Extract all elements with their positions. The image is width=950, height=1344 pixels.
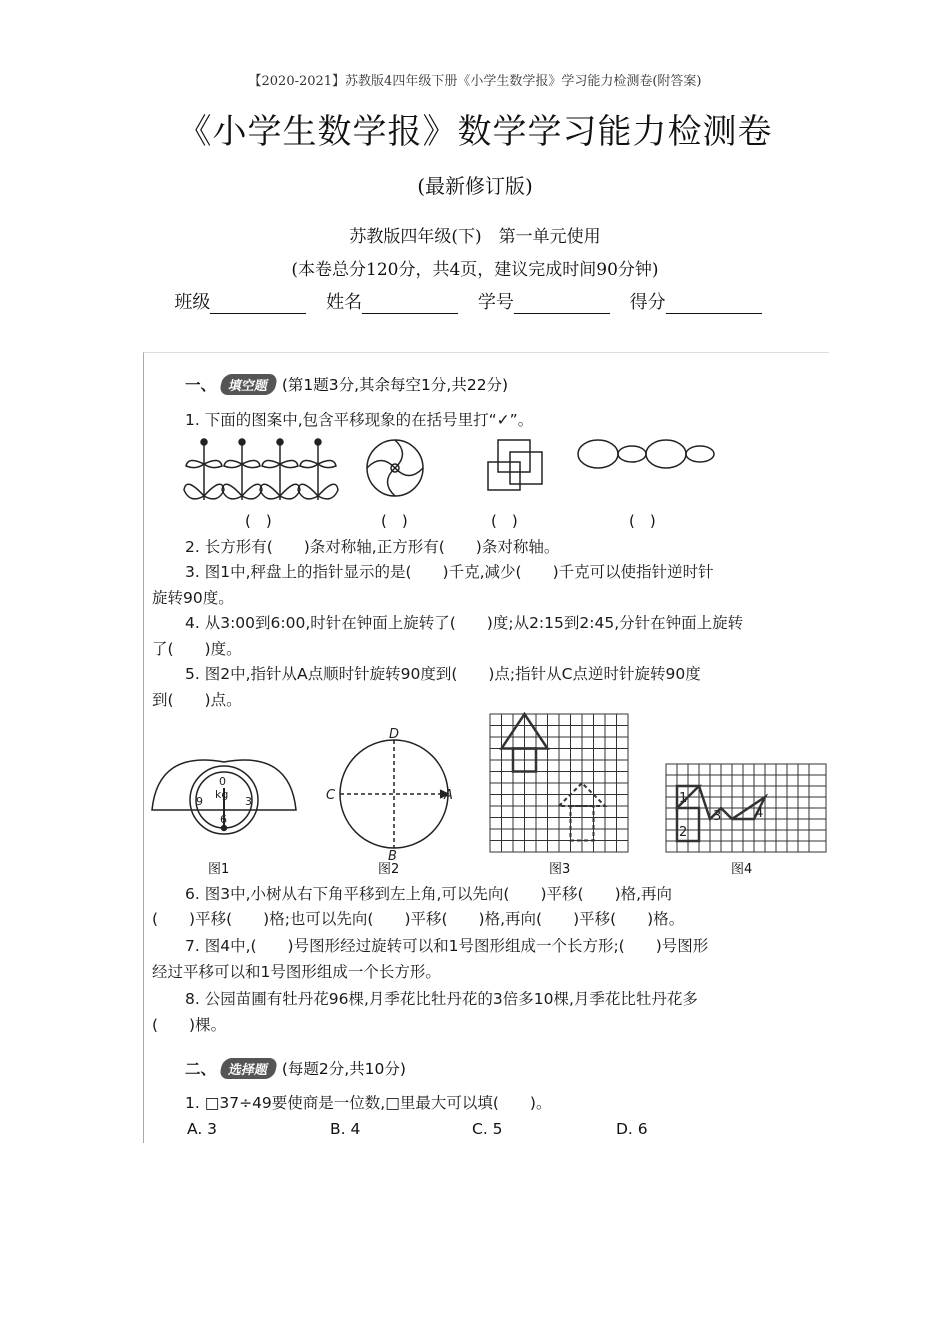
- question-1: 1. 下面的图案中,包含平移现象的在括号里打“✓”。: [185, 411, 534, 429]
- option-c[interactable]: C. 5: [472, 1120, 503, 1138]
- question-4: 4. 从3:00到6:00,时针在钟面上旋转了( )度;从2:15到2:45,分针在钟面上旋转: [185, 614, 744, 632]
- label-c: C: [326, 788, 336, 803]
- label-b: B: [388, 849, 397, 860]
- scale-three: 3: [245, 795, 252, 808]
- name-label: 姓名: [326, 292, 363, 313]
- scale-nine: 9: [196, 795, 203, 808]
- label-a: A: [444, 788, 453, 803]
- fig1-scale: [152, 760, 296, 834]
- shape-2: 2: [679, 825, 688, 840]
- score-blank[interactable]: [666, 293, 762, 314]
- choice-question-1: 1. □37÷49要使商是一位数,□里最大可以填( )。: [185, 1094, 552, 1112]
- fig4-caption: 图4: [731, 862, 753, 877]
- page-title: 《小学生数学报》数学学习能力检测卷: [177, 112, 773, 152]
- q1-blank-4[interactable]: ( ): [629, 512, 656, 530]
- option-d[interactable]: D. 6: [616, 1120, 648, 1138]
- fig3-caption: 图3: [549, 862, 571, 877]
- q1-blank-3[interactable]: ( ): [491, 512, 518, 530]
- question-8: 8. 公园苗圃有牡丹花96棵,月季花比牡丹花的3倍多10棵,月季花比牡丹花多: [185, 990, 698, 1008]
- exam-info: (本卷总分120分，共4页，建议完成时间90分钟): [291, 260, 659, 280]
- section2-note: (每题2分,共10分): [281, 1060, 406, 1078]
- number-blank[interactable]: [514, 293, 610, 314]
- class-blank[interactable]: [210, 293, 306, 314]
- fig1-caption: 图1: [208, 862, 230, 877]
- q1-patterns: [180, 434, 740, 504]
- ellipses-pattern: [578, 440, 714, 468]
- unit-info: 苏教版四年级(下) 第一单元使用: [349, 227, 601, 247]
- top-header-line: 【2020-2021】苏教版4四年级下册《小学生数学报》学习能力检测卷(附答案): [248, 74, 702, 89]
- section1-note: (第1题3分,其余每空1分,共22分): [281, 376, 509, 394]
- scale-six: 6: [220, 813, 227, 826]
- q1-blank-2[interactable]: ( ): [381, 512, 408, 530]
- page-subtitle: (最新修订版): [417, 174, 533, 198]
- number-label: 学号: [477, 292, 514, 313]
- shape-4: 4: [755, 806, 764, 821]
- section1-number: 一、: [185, 376, 217, 394]
- scale-zero: 0: [219, 775, 226, 788]
- plants-pattern: [184, 439, 338, 500]
- question-2: 2. 长方形有( )条对称轴,正方形有( )条对称轴。: [185, 538, 560, 556]
- section2-heading: [185, 1057, 406, 1079]
- class-label: 班级: [174, 292, 211, 313]
- option-b[interactable]: B. 4: [330, 1120, 361, 1138]
- shape-1: 1: [679, 791, 688, 806]
- scale-unit: kg: [215, 788, 229, 801]
- q1-blank-1[interactable]: ( ): [245, 512, 272, 530]
- shape-3: 3: [713, 809, 722, 824]
- question-5: 5. 图2中,指针从A点顺时针旋转90度到( )点;指针从C点逆时针旋转90度: [185, 665, 701, 683]
- question-3-cont: 旋转90度。: [152, 589, 234, 607]
- section1-heading: [185, 373, 508, 395]
- fig2-circle: [326, 727, 453, 860]
- question-5-cont: 到( )点。: [152, 691, 242, 709]
- fig3-grid: [490, 714, 628, 852]
- section1-badge: 填空题: [219, 374, 278, 395]
- name-blank[interactable]: [362, 293, 458, 314]
- fig4-grid: [666, 764, 826, 852]
- section2-number: 二、: [185, 1060, 217, 1078]
- question-7: 7. 图4中,( )号图形经过旋转可以和1号图形组成一个长方形;( )号图形: [185, 937, 709, 955]
- fig2-caption: 图2: [378, 862, 400, 877]
- question-6-cont: ( )平移( )格;也可以先向( )平移( )格,再向( )平移( )格。: [152, 910, 685, 928]
- question-8-cont: ( )棵。: [152, 1016, 227, 1034]
- squares-pattern: [488, 440, 542, 490]
- figures-row: [148, 710, 828, 860]
- question-3: 3. 图1中,秤盘上的指针显示的是( )千克,减少( )千克可以使指针逆时针: [185, 563, 714, 581]
- pinwheel-pattern: [367, 440, 423, 496]
- score-label: 得分: [629, 292, 666, 313]
- question-6: 6. 图3中,小树从右下角平移到左上角,可以先向( )平移( )格,再向: [185, 885, 673, 903]
- question-4-cont: 了( )度。: [152, 640, 242, 658]
- option-a[interactable]: A. 3: [187, 1120, 218, 1138]
- student-fields: [0, 288, 950, 314]
- label-d: D: [389, 727, 400, 742]
- section2-badge: 选择题: [219, 1058, 278, 1079]
- question-7-cont: 经过平移可以和1号图形组成一个长方形。: [152, 963, 441, 981]
